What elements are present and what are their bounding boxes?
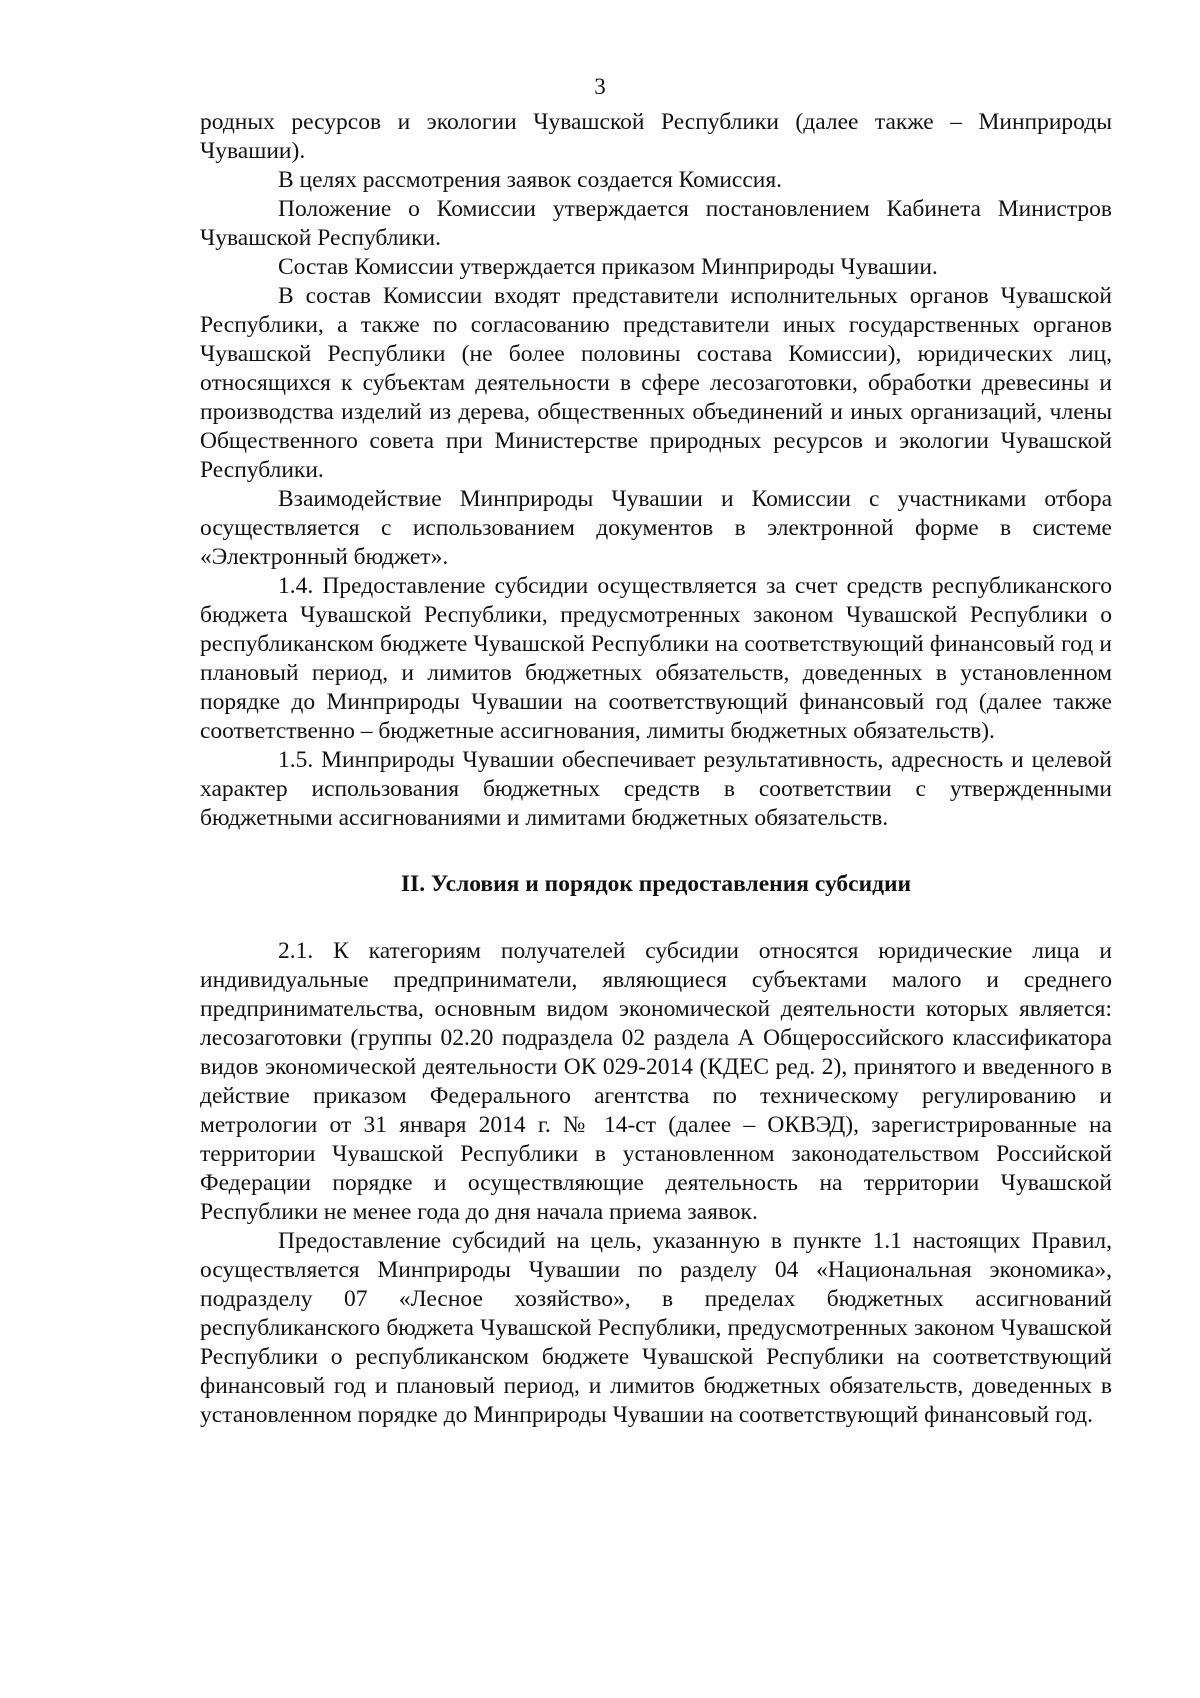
paragraph: 1.5. Минприроды Чувашии обеспечивает результативность, адресность и целевой характер использования бюджетных средств в соответствии с утвержденными бюджетными ассигнованиями и лимитами бюджетных обязательств. [200, 747, 1112, 831]
paragraph: родных ресурсов и экологии Чувашской Республики (далее также – Минприроды Чувашии). [200, 109, 1112, 164]
paragraph: 2.1. К категориям получателей субсидии относятся юридические лица и индивидуальные предприниматели, являющиеся субъектами малого и среднего предпринимательства, основным видом экономической деятельности которых является: лесозаготовки (группы 02.20 подраздела 02 раздела А Общероссийского классификатора видов экономической деятельности ОК 029-2014 (КДЕС ред. 2), принятого и введенного в действие приказом Федерального агентства по техническому регулированию и метрологии от 31 января 2014 г. № 14-ст (далее – ОКВЭД), зарегистрированные на территории Чувашской Республики в установленном законодательством Российской Федерации порядке и осуществляющие деятельность на территории Чувашской Республики не менее года до дня начала приема заявок. [200, 938, 1112, 1225]
paragraph: Положение о Комиссии утверждается постановлением Кабинета Министров Чувашской Республики. [200, 196, 1112, 251]
paragraphs-bottom [200, 937, 1112, 1430]
paragraph: Предоставление субсидий на цель, указанную в пункте 1.1 настоящих Правил, осуществляется Минприроды Чувашии по разделу 04 «Национальная экономика», подразделу 07 «Лесное хозяйство», в пределах бюджетных ассигнований республиканского бюджета Чувашской Республики, предусмотренных законом Чувашской Республики о республиканском бюджете Чувашской Республики на соответствующий финансовый год и плановый период, и лимитов бюджетных обязательств, доведенных в установленном порядке до Минприроды Чувашии на соответствующий финансовый год. [200, 1228, 1112, 1428]
document-body [200, 108, 1112, 1430]
page-number: 3 [594, 74, 606, 99]
paragraph: Состав Комиссии утверждается приказом Минприроды Чувашии. [278, 254, 938, 280]
paragraphs-top [200, 108, 1112, 833]
section-heading: II. Условия и порядок предоставления субсидии [400, 871, 912, 897]
paragraph: 1.4. Предоставление субсидии осуществляется за счет средств республиканского бюджета Чувашской Республики, предусмотренных законом Чувашской Республики о республиканском бюджете Чувашской Республики на соответствующий финансовый год и плановый период, и лимитов бюджетных обязательств, доведенных в установленном порядке до Минприроды Чувашии на соответствующий финансовый год (далее также соответственно – бюджетные ассигнования, лимиты бюджетных обязательств). [200, 573, 1112, 744]
paragraph: В целях рассмотрения заявок создается Комиссия. [278, 167, 783, 193]
paragraph: Взаимодействие Минприроды Чувашии и Комиссии с участниками отбора осуществляется с использованием документов в электронной форме в системе «Электронный бюджет». [200, 486, 1112, 570]
paragraph: В состав Комиссии входят представители исполнительных органов Чувашской Республики, а также по согласованию представители иных государственных органов Чувашской Республики (не более половины состава Комиссии), юридических лиц, относящихся к субъектам деятельности в сфере лесозаготовки, обработки древесины и производства изделий из дерева, общественных объединений и иных организаций, члены Общественного совета при Министерстве природных ресурсов и экологии Чувашской Республики. [200, 283, 1112, 483]
